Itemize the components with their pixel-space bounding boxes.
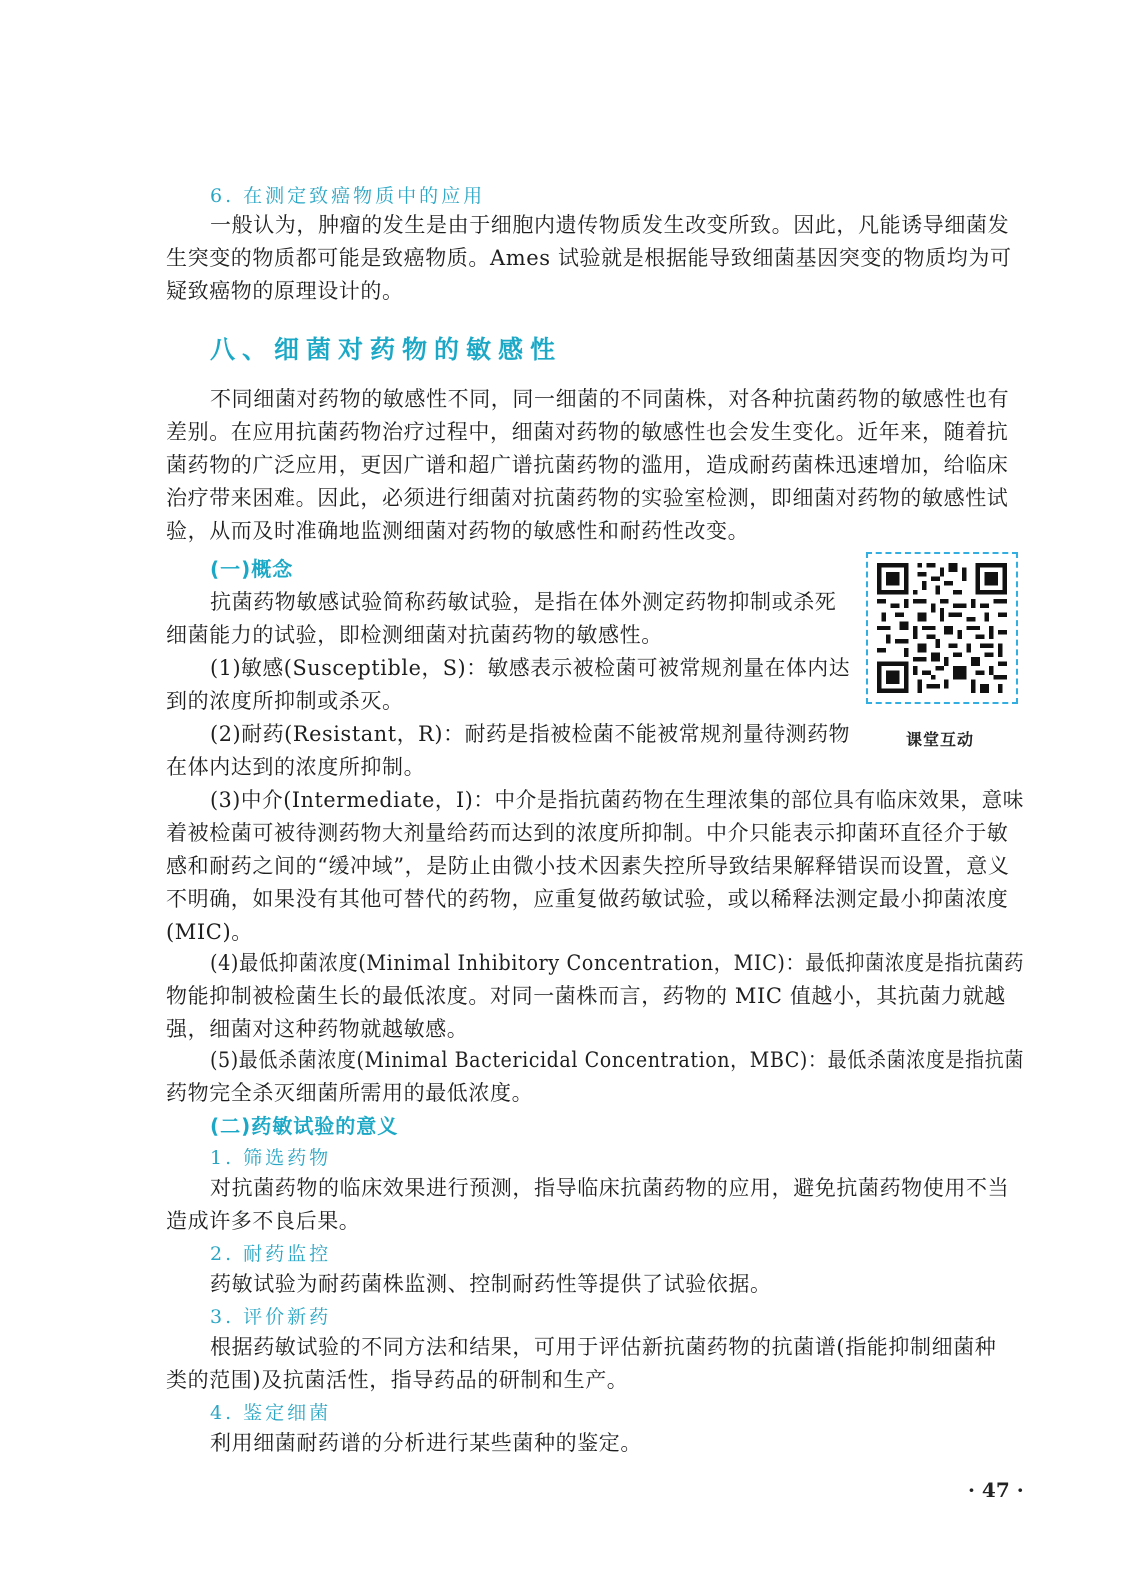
significance-item-1-line-1: 对抗菌药物的临床效果进行预测，指导临床抗菌药物的应用，避免抗菌药物使用不当 xyxy=(210,1176,1010,1200)
qr-code-label: 课堂互动 xyxy=(906,730,975,749)
page-number: · 47 · xyxy=(968,1478,1024,1502)
resistant-line-1: (2)耐药(Resistant，R)：耐药是指被检菌不能被常规剂量待测药物 xyxy=(210,722,851,746)
qr-code-frame[interactable] xyxy=(866,552,1018,704)
significance-item-2-line-1: 药敏试验为耐药菌株监测、控制耐药性等提供了试验依据。 xyxy=(210,1272,772,1296)
chapter-8-intro-line-2: 差别。在应用抗菌药物治疗过程中，细菌对药物的敏感性也会发生变化。近年来，随着抗 xyxy=(166,420,1009,444)
susceptible-line-2: 到的浓度所抑制或杀灭。 xyxy=(166,689,404,713)
concept-heading: (一)概念 xyxy=(210,557,294,581)
section-6-line-3: 疑致癌物的原理设计的。 xyxy=(166,279,404,303)
mic-line-3: 强，细菌对这种药物就越敏感。 xyxy=(166,1017,469,1041)
mic-line-1: (4)最低抑菌浓度(Minimal Inhibitory Concentration，MIC)：最低抑菌浓度是指抗菌药 xyxy=(210,951,1024,975)
significance-item-3-line-1: 根据药敏试验的不同方法和结果，可用于评估新抗菌药物的抗菌谱(指能抑制细菌种 xyxy=(210,1335,997,1359)
mic-line-2: 物能抑制被检菌生长的最低浓度。对同一菌株而言，药物的 MIC 值越小，其抗菌力就越 xyxy=(166,984,1006,1008)
intermediate-line-1: (3)中介(Intermediate，I)：中介是指抗菌药物在生理浓集的部位具有临床效果，意味 xyxy=(210,788,1024,812)
significance-item-1-title: 1. 筛选药物 xyxy=(210,1147,332,1169)
intermediate-line-4: 不明确，如果没有其他可替代的药物，应重复做药敏试验，或以稀释法测定最小抑菌浓度 xyxy=(166,887,1009,911)
chapter-8-heading: 八、细菌对药物的敏感性 xyxy=(210,335,563,364)
section-6-line-1: 一般认为，肿瘤的发生是由于细胞内遗传物质发生改变所致。因此，凡能诱导细菌发 xyxy=(210,213,1010,237)
concept-line-1: 抗菌药物敏感试验简称药敏试验，是指在体外测定药物抑制或杀死 xyxy=(210,590,837,614)
significance-item-3-line-2: 类的范围)及抗菌活性，指导药品的研制和生产。 xyxy=(166,1368,629,1392)
resistant-line-2: 在体内达到的浓度所抑制。 xyxy=(166,755,426,779)
significance-item-4-title: 4. 鉴定细菌 xyxy=(210,1402,332,1424)
concept-line-2: 细菌能力的试验，即检测细菌对抗菌药物的敏感性。 xyxy=(166,623,663,647)
susceptible-line-1: (1)敏感(Susceptible，S)：敏感表示被检菌可被常规剂量在体内达 xyxy=(210,656,851,680)
intermediate-line-2: 着被检菌可被待测药物大剂量给药而达到的浓度所抑制。中介只能表示抑菌环直径介于敏 xyxy=(166,821,1009,845)
significance-item-4-line-1: 利用细菌耐药谱的分析进行某些菌种的鉴定。 xyxy=(210,1431,642,1455)
section-6-heading: 6. 在测定致癌物质中的应用 xyxy=(210,185,486,207)
section-6-line-2: 生突变的物质都可能是致癌物质。Ames 试验就是根据能导致细菌基因突变的物质均为可 xyxy=(166,246,1012,270)
intermediate-line-5: (MIC)。 xyxy=(166,920,253,944)
mbc-line-2: 药物完全杀灭细菌所需用的最低浓度。 xyxy=(166,1081,534,1105)
qr-code-icon xyxy=(877,563,1007,693)
significance-item-3-title: 3. 评价新药 xyxy=(210,1306,332,1328)
intermediate-line-3: 感和耐药之间的“缓冲域”，是防止由微小技术因素失控所导致结果解释错误而设置，意义 xyxy=(166,854,1010,878)
chapter-8-intro-line-5: 验，从而及时准确地监测细菌对药物的敏感性和耐药性改变。 xyxy=(166,519,750,543)
significance-heading: (二)药敏试验的意义 xyxy=(210,1114,399,1138)
chapter-8-intro-line-4: 治疗带来困难。因此，必须进行细菌对抗菌药物的实验室检测，即细菌对药物的敏感性试 xyxy=(166,486,1009,510)
significance-item-1-line-2: 造成许多不良后果。 xyxy=(166,1209,361,1233)
chapter-8-intro-line-1: 不同细菌对药物的敏感性不同，同一细菌的不同菌株，对各种抗菌药物的敏感性也有 xyxy=(210,387,1010,411)
mbc-line-1: (5)最低杀菌浓度(Minimal Bactericidal Concentration，MBC)：最低杀菌浓度是指抗菌 xyxy=(210,1048,1024,1072)
significance-item-2-title: 2. 耐药监控 xyxy=(210,1243,332,1265)
chapter-8-intro-line-3: 菌药物的广泛应用，更因广谱和超广谱抗菌药物的滥用，造成耐药菌株迅速增加，给临床 xyxy=(166,453,1009,477)
